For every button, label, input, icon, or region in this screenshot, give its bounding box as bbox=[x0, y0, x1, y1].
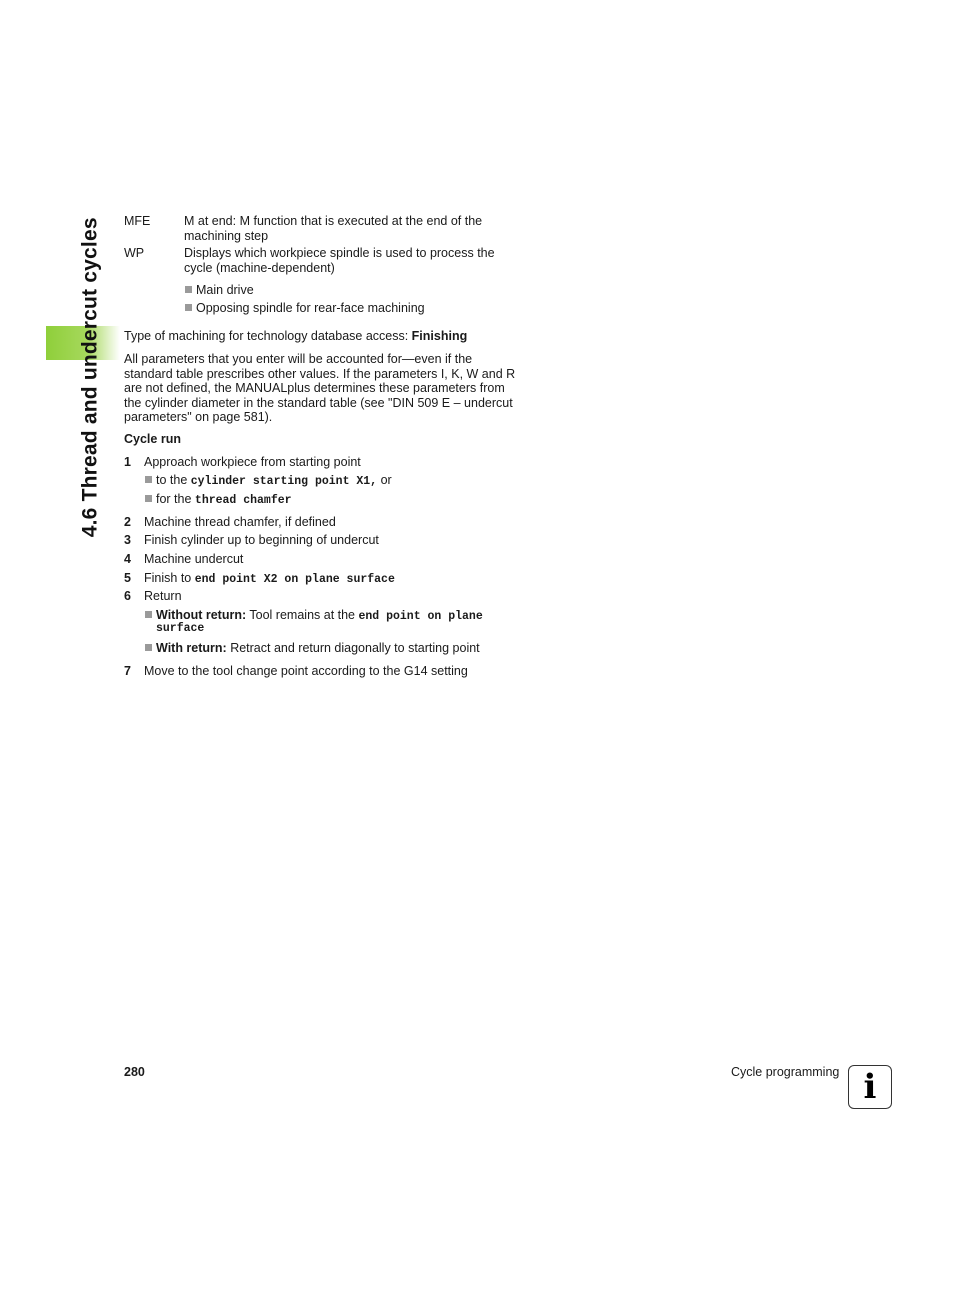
step1-sub-item: to the cylinder starting point X1, or bbox=[145, 473, 392, 490]
step-text: Machine undercut bbox=[144, 552, 244, 566]
param-desc-mfe: M at end: M function that is executed at the end of the machining step bbox=[184, 214, 483, 243]
section-title-vertical bbox=[76, 210, 106, 555]
step1-sub-item: for the thread chamfer bbox=[145, 492, 292, 509]
machining-type-line: Type of machining for technology database access: Finishing bbox=[124, 329, 468, 343]
bullet-square-icon bbox=[145, 495, 152, 502]
note-paragraph: All parameters that you enter will be accounted for—even if the standard table prescribes other values. If the parameters I, K, W and R are not defined, the MANUALplus determines these parameters from the cylinder diameter in the standard table (see "DIN 509 E – undercut parameters" on page 581). bbox=[124, 352, 516, 424]
bullet-square-icon bbox=[185, 304, 192, 311]
step-text: Approach workpiece from starting point bbox=[144, 455, 361, 469]
wp-option-list-item: Opposing spindle for rear-face machining bbox=[185, 301, 425, 316]
bullet-square-icon bbox=[145, 611, 152, 618]
step6-sub-item: Without return: Tool remains at the end point on plane bbox=[145, 608, 505, 625]
step-text: Finish cylinder up to beginning of undercut bbox=[144, 533, 379, 547]
step-number: 3 bbox=[124, 533, 131, 547]
wp-option-list-item: Main drive bbox=[185, 283, 254, 298]
info-icon: i bbox=[848, 1065, 892, 1109]
bullet-square-icon bbox=[145, 476, 152, 483]
step-number: 1 bbox=[124, 455, 131, 469]
step6-sub-code-continued: surface bbox=[156, 622, 205, 635]
step-text: Move to the tool change point according to the G14 setting bbox=[144, 664, 468, 678]
page-number: 280 bbox=[124, 1065, 145, 1079]
param-name-mfe: MFE bbox=[124, 214, 151, 228]
step-text: Finish to end point X2 on plane surface bbox=[144, 571, 395, 586]
step-number: 5 bbox=[124, 571, 131, 585]
bullet-square-icon bbox=[145, 644, 152, 651]
step-number: 4 bbox=[124, 552, 131, 566]
cycle-run-heading: Cycle run bbox=[124, 432, 181, 446]
step-number: 7 bbox=[124, 664, 131, 678]
step-number: 2 bbox=[124, 515, 131, 529]
section-title: 4.6 Thread and undercut cycles bbox=[78, 217, 102, 538]
step6-sub-item: With return: Retract and return diagonally to starting point bbox=[145, 641, 480, 656]
step-text: Machine thread chamfer, if defined bbox=[144, 515, 336, 529]
bullet-square-icon bbox=[185, 286, 192, 293]
chapter-title: Cycle programming bbox=[731, 1065, 840, 1079]
step-number: 6 bbox=[124, 589, 131, 603]
param-desc-wp: Displays which workpiece spindle is used to process the cycle (machine-dependent) bbox=[184, 246, 495, 275]
param-name-wp: WP bbox=[124, 246, 145, 260]
step-text: Return bbox=[144, 589, 182, 603]
